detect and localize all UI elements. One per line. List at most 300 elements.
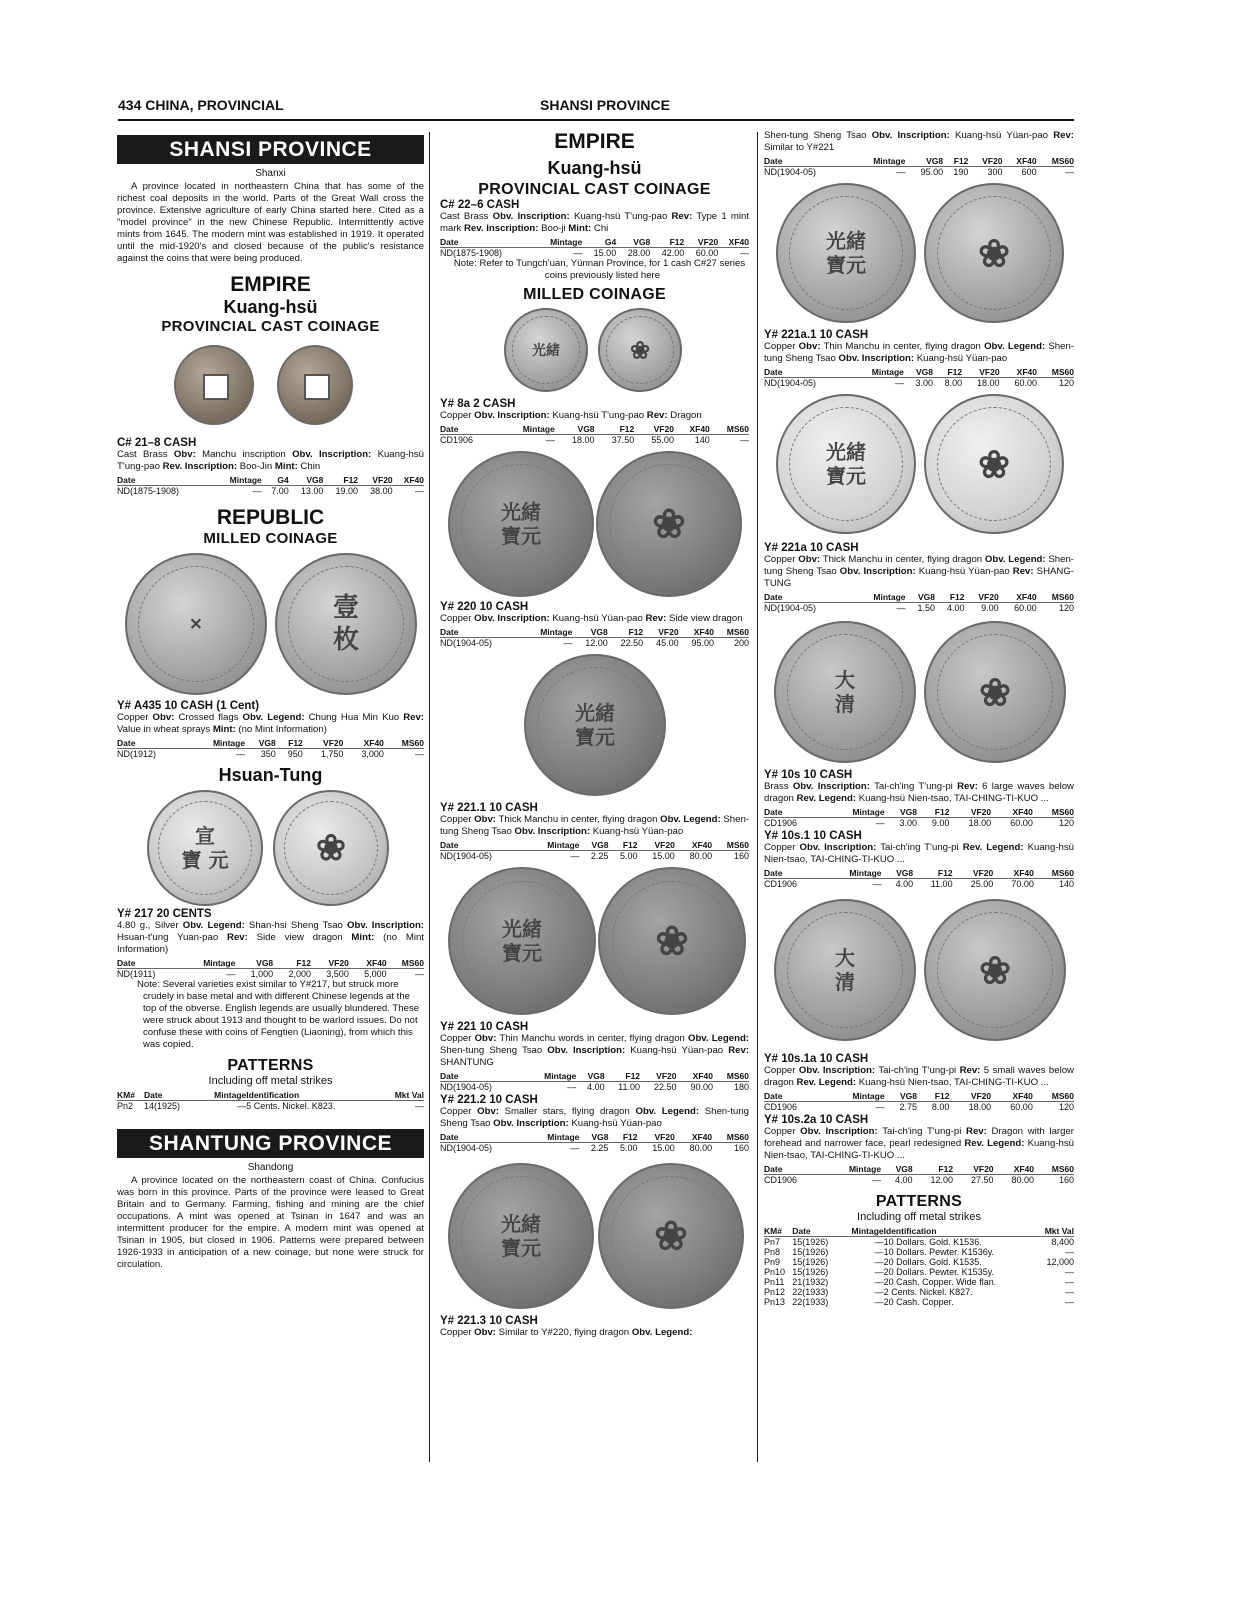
page-number-title: 434 CHINA, PROVINCIAL <box>118 97 284 113</box>
table-row <box>440 248 749 259</box>
table-header-cell: Date <box>440 1071 459 1081</box>
table-cell: 12.00 <box>585 638 608 648</box>
table-row <box>440 1143 749 1154</box>
text-span: 清 <box>835 970 855 994</box>
coin-obverse-image <box>774 621 916 763</box>
table-cell: — <box>1065 1277 1074 1287</box>
text-span: Obv. Inscription: <box>792 781 870 792</box>
table-cell: 140 <box>1058 879 1074 889</box>
text-span: Thin Manchu words in center, flying dragon <box>496 1033 688 1044</box>
text-span: Chin <box>297 461 321 472</box>
text-span: Obv. Inscription: <box>347 920 425 931</box>
table-header-cell: Date <box>764 1091 783 1101</box>
coin-inscription: ❀ <box>979 669 1011 715</box>
table-header-cell: VG8 <box>900 807 918 817</box>
table-row <box>117 475 424 486</box>
table-row <box>440 638 749 649</box>
text-span: Thin Manchu in center, flying dragon <box>820 341 985 352</box>
text-span: Similar to Y#221 <box>764 142 835 153</box>
text-span: Copper <box>440 1033 475 1044</box>
table-cell: 5.00 <box>619 851 638 861</box>
text-span: Brass <box>764 781 793 792</box>
coin-entry-title: Y# 8a 2 CASH <box>440 398 516 410</box>
table-cell: — <box>570 1143 580 1153</box>
table-row <box>764 879 1074 890</box>
table-cell: ND(1912) <box>117 749 157 759</box>
coin-images <box>117 788 424 908</box>
table-cell: 22(1933) <box>792 1287 829 1297</box>
coin-obverse-image <box>448 451 594 597</box>
table-row <box>117 969 424 980</box>
table-cell: — <box>573 248 583 258</box>
text-span: Kuang-hsü Yüan-pao <box>949 130 1054 141</box>
table-cell: 3,000 <box>361 749 384 759</box>
table-cell: 60.00 <box>1010 818 1033 828</box>
table-header-cell: XF40 <box>363 738 384 748</box>
intro-text: A province located in northeastern China that has some of the richest coal deposits in the world. Parts of the Great Wall cross the province. Extensive agriculture of early China started here. Cited as a "model province" in the new Chinese Republic. Intermittently active mints from 1645. The modern mint was established in 1919. It operated until the mid-1920's and closed because of the public's resistance against the coins that were being produced. <box>117 181 424 264</box>
table-cell: 45.00 <box>656 638 679 648</box>
table-header-cell: XF40 <box>691 1132 713 1142</box>
table-cell: 10 Dollars. Gold. K1536. <box>883 1237 982 1247</box>
table-cell: ND(1904-05) <box>440 1143 493 1153</box>
text-span: Shen-tung Sheng Tsao <box>440 1045 548 1056</box>
text-span: Rev: <box>645 613 667 624</box>
table-row <box>117 749 424 760</box>
table-row <box>764 167 1074 178</box>
text-span: Obv. Legend: <box>182 920 245 931</box>
text-span: Obv. Legend: <box>242 712 305 723</box>
table-row <box>764 1277 1074 1287</box>
table-row <box>764 1237 1074 1248</box>
coin-reverse-image <box>273 790 389 906</box>
table-cell: 11.00 <box>618 1082 641 1092</box>
value-table <box>440 237 749 258</box>
text-span: Shen-tung Sheng Tsao <box>440 1106 749 1129</box>
text-span: Rev: <box>959 1065 981 1076</box>
table-header-cell: Mintage <box>203 958 236 968</box>
table-header-cell: Mintage <box>547 1132 580 1142</box>
table-header-cell: MS60 <box>1051 156 1074 166</box>
text-span: Obv. Inscription: <box>474 613 550 624</box>
coin-reverse-image <box>924 899 1066 1041</box>
table-cell: ND(1904-05) <box>440 1082 493 1092</box>
coin-inscription <box>526 701 664 749</box>
table-cell: — <box>874 1267 884 1277</box>
table-header-cell: VG8 <box>896 868 914 878</box>
text-span: Obv. Legend: <box>660 814 721 825</box>
running-head: SHANSI PROVINCE <box>540 97 670 113</box>
coin-reverse-image <box>277 345 353 425</box>
table-cell: ND(1911) <box>117 969 156 979</box>
table-header-cell: VG8 <box>915 367 933 377</box>
coin-images <box>440 1157 749 1315</box>
text-span: Rev: <box>1053 130 1074 141</box>
table-header-cell: MS60 <box>401 738 424 748</box>
coin-reverse-image <box>924 394 1064 534</box>
table-row <box>440 237 749 248</box>
patterns-table <box>117 1090 424 1111</box>
table-cell: 15(1926) <box>792 1257 829 1267</box>
table-row <box>117 1090 424 1101</box>
table-header-cell: Mintage <box>852 807 885 817</box>
coin-description <box>440 814 749 838</box>
value-table <box>440 424 749 445</box>
coin-inscription: ❀ <box>655 917 689 965</box>
heading-ruler: Hsuan-Tung <box>218 765 323 785</box>
text-span: 元 <box>595 725 615 749</box>
text-span: Rev. Inscription: <box>162 461 238 472</box>
table-header-cell: Mkt Val <box>1035 1226 1074 1237</box>
text-span: 寶 <box>575 725 595 749</box>
table-header-cell: VF20 <box>697 237 719 247</box>
text-span: 5 small waves below dragon <box>764 1065 1074 1088</box>
table-cell: — <box>1065 1247 1074 1257</box>
text-span: Boo-ji <box>538 223 569 234</box>
table-cell: 95.00 <box>920 167 944 177</box>
text-span: 寶 <box>501 1236 521 1260</box>
table-cell: 4.00 <box>895 1175 913 1185</box>
table-cell: 120 <box>1058 603 1074 613</box>
table-header-cell: MS60 <box>726 424 749 434</box>
table-header-cell: MS60 <box>726 840 749 850</box>
table-cell: — <box>1065 1267 1074 1277</box>
table-cell: 5 Cents. Nickel. K823. <box>246 1101 336 1111</box>
table-cell: 15(1926) <box>792 1267 829 1277</box>
table-cell: 950 <box>287 749 303 759</box>
text-span: Rev: <box>728 1045 749 1056</box>
table-header-cell: Mintage <box>198 1090 246 1101</box>
table-cell: Pn13 <box>764 1297 786 1307</box>
table-header-cell: VG8 <box>577 424 595 434</box>
text-span: Hsuan-t'ung Yuan-pao <box>117 932 228 943</box>
table-cell: — <box>874 1257 884 1267</box>
text-span: Thick Manchu in center, flying dragon <box>496 814 661 825</box>
table-cell: 60.00 <box>1010 1102 1033 1112</box>
text-span: Obv: <box>798 554 821 565</box>
table-header-cell: F12 <box>622 840 638 850</box>
table-header-cell: XF40 <box>1013 868 1034 878</box>
value-table <box>117 738 424 759</box>
table-cell: 1,750 <box>320 749 344 759</box>
table-cell: 2.25 <box>590 851 609 861</box>
table-header-cell: Date <box>440 1132 459 1142</box>
text-span: 元 <box>208 848 229 872</box>
table-cell: 180 <box>733 1082 749 1092</box>
heading-patterns: PATTERNS <box>875 1193 963 1210</box>
text-span: 寶 <box>502 941 522 965</box>
coin-entry-title: Y# 220 10 CASH <box>440 601 529 613</box>
coin-inscription <box>450 1212 592 1260</box>
heading-empire: EMPIRE <box>230 273 311 296</box>
coin-description <box>764 781 1074 805</box>
coin-description <box>440 1033 749 1069</box>
value-table <box>764 1164 1074 1185</box>
table-cell: 190 <box>953 167 969 177</box>
coin-note: Note: Several varieties exist similar to Y#217, but struck more crudely in base metal and with different Chinese legends at the top of the obverse. English legends are usually blundered. These were struck about 1913 and thought to be warlord issues. Do not confuse these with coins of Fengtien (Liaoning), from which this was copied. <box>137 979 420 1050</box>
table-cell: — <box>740 435 749 445</box>
table-cell: 15(1926) <box>792 1237 829 1247</box>
value-table <box>117 958 424 979</box>
section-banner-shansi: SHANSI PROVINCE <box>117 135 424 164</box>
table-cell: — <box>875 818 885 828</box>
coin-entry-title: Y# 221 10 CASH <box>440 1021 529 1033</box>
value-table <box>440 1071 749 1092</box>
heading-milled: MILLED COINAGE <box>203 530 338 547</box>
text-span: 壹 <box>332 593 359 623</box>
table-header-cell: XF40 <box>366 958 387 968</box>
table-header-cell: F12 <box>619 424 635 434</box>
coin-entry-title: Y# 10s 10 CASH <box>764 769 853 781</box>
table-header-cell: XF40 <box>1016 156 1037 166</box>
coin-inscription <box>450 500 592 548</box>
text-span: Mint: <box>212 724 236 735</box>
table-cell: 5,000 <box>364 969 387 979</box>
table-cell: 18.00 <box>968 1102 992 1112</box>
table-cell: 28.00 <box>627 248 651 258</box>
table-row <box>764 367 1074 378</box>
table-header-cell: VF20 <box>973 1164 994 1174</box>
table-header-cell: VF20 <box>328 958 349 968</box>
text-span: Rev: <box>966 1126 987 1137</box>
table-header-cell: F12 <box>937 868 953 878</box>
value-table <box>764 807 1074 828</box>
coin-obverse-image <box>448 867 596 1015</box>
text-span: Obv. Inscription: <box>474 410 550 421</box>
text-span: Chi <box>591 223 609 234</box>
table-header-cell: VF20 <box>323 738 344 748</box>
heading-patterns: PATTERNS <box>227 1057 314 1074</box>
table-cell: 3.00 <box>915 378 933 388</box>
text-span: Dragon with larger forehead and narrower face, pearl redesigned <box>764 1126 1074 1149</box>
text-span: Obv: <box>152 712 175 723</box>
text-span: Rev. Legend: <box>962 842 1024 853</box>
patterns-subtitle: Including off metal strikes <box>857 1211 981 1223</box>
text-span: Obv. Legend: <box>635 1106 700 1117</box>
table-header-cell: Mintage <box>229 475 262 485</box>
table-cell: ND(1904-05) <box>764 167 817 177</box>
table-header-cell: F12 <box>953 156 969 166</box>
coin-obverse-image <box>774 899 916 1041</box>
text-span: Rev: <box>227 932 248 943</box>
text-span: Kuang-hsü Nien-tsao, TAI-CHING-TI-KUO ... <box>764 1138 1074 1161</box>
table-header-cell: Mintage <box>849 868 882 878</box>
table-cell: 18.00 <box>968 818 992 828</box>
text-span: 寶 <box>826 253 846 277</box>
table-cell: 80.00 <box>1011 1175 1035 1185</box>
table-cell: 120 <box>1058 818 1074 828</box>
coin-entry-title: C# 22–6 CASH <box>440 199 520 211</box>
table-cell: ND(1875-1908) <box>117 486 180 496</box>
table-cell: 15.00 <box>652 851 675 861</box>
value-table <box>440 840 749 861</box>
text-span: Obv. Inscription: <box>838 353 915 364</box>
table-row <box>117 738 424 749</box>
table-cell: — <box>1065 1287 1074 1297</box>
patterns-subtitle: Including off metal strikes <box>208 1075 333 1087</box>
text-span: 大 <box>835 946 855 970</box>
table-row <box>440 435 749 446</box>
text-span: Obv. Inscription: <box>799 842 877 853</box>
patterns-table <box>764 1226 1074 1307</box>
text-span: Smaller stars, flying dragon <box>498 1106 636 1117</box>
coin-images <box>117 341 424 437</box>
text-span: Value in wheat sprays <box>117 724 213 735</box>
table-cell: 22(1933) <box>792 1297 829 1307</box>
coin-inscription: ❀ <box>979 947 1011 993</box>
coin-inscription <box>778 440 914 488</box>
table-header-cell: F12 <box>625 1071 641 1081</box>
table-cell: — <box>875 1102 885 1112</box>
table-header-cell: F12 <box>628 627 644 637</box>
table-header-cell: Date <box>440 627 459 637</box>
table-row <box>764 1164 1074 1175</box>
table-header-cell: XF40 <box>692 1071 713 1081</box>
coin-images <box>440 306 749 394</box>
text-span: Rev. Legend: <box>964 1138 1025 1149</box>
table-header-cell: Date <box>792 1226 840 1237</box>
text-span: Crossed flags <box>174 712 243 723</box>
text-span: 元 <box>846 253 866 277</box>
table-cell: Pn2 <box>117 1101 134 1111</box>
table-header-cell: Mintage <box>871 367 904 377</box>
text-span: Obv: <box>173 449 196 460</box>
coin-entry-title: Y# 10s.1a 10 CASH <box>764 1053 869 1065</box>
table-cell: — <box>236 749 246 759</box>
table-row <box>764 1287 1074 1297</box>
table-cell: CD1906 <box>440 435 474 445</box>
table-row <box>764 1226 1074 1237</box>
text-span: Rev: <box>671 211 693 222</box>
section-banner-shantung: SHANTUNG PROVINCE <box>117 1129 424 1158</box>
table-header-cell: XF40 <box>403 475 424 485</box>
table-cell: ND(1904-05) <box>440 851 493 861</box>
text-span: 光緒 <box>826 440 866 464</box>
coin-images <box>764 181 1074 329</box>
table-row <box>764 807 1074 818</box>
text-span: Obv. Inscription: <box>514 826 591 837</box>
table-cell: — <box>567 1082 577 1092</box>
text-span: Type 1 mint mark <box>440 211 749 234</box>
table-header-cell: XF40 <box>1016 592 1037 602</box>
table-row <box>764 603 1074 614</box>
table-cell: — <box>415 1101 424 1111</box>
table-header-cell: VF20 <box>654 840 675 850</box>
text-span: 4.80 g., Silver <box>117 920 183 931</box>
coin-entry-title: Y# 10s.2a 10 CASH <box>764 1114 869 1126</box>
table-header-cell: Mintage <box>212 738 246 748</box>
table-cell: — <box>237 1101 247 1111</box>
table-cell: — <box>874 1247 884 1257</box>
coin-inscription <box>149 824 261 872</box>
text-span: 元 <box>521 524 541 548</box>
table-header-cell: VG8 <box>926 156 944 166</box>
table-cell: 350 <box>260 749 276 759</box>
coin-images <box>764 617 1074 769</box>
text-span: 光緒 <box>575 701 615 725</box>
coin-entry-title: Y# 217 20 CENTS <box>117 908 212 920</box>
table-row <box>440 1082 749 1093</box>
text-span: Kuang-hsü Nien-tsao, TAI-CHING-TI-KUO ... <box>856 1077 1049 1088</box>
coin-images <box>440 865 749 1021</box>
table-header-cell: XF40 <box>1013 1164 1035 1174</box>
text-span: Kuang-hsü Yüan-pao <box>915 566 1013 577</box>
coin-reverse-image <box>598 308 682 392</box>
table-cell: 20 Dollars. Pewter. K1535y. <box>883 1267 995 1277</box>
coin-entry-title: Y# 221a 10 CASH <box>764 542 859 554</box>
table-row <box>764 1247 1074 1257</box>
coin-obverse-image <box>524 654 666 796</box>
table-cell: 12,000 <box>1046 1257 1074 1267</box>
text-span: 宣 <box>195 824 215 848</box>
coin-entry-title: Y# 221a.1 10 CASH <box>764 329 869 341</box>
coin-description <box>764 554 1074 590</box>
text-span: Mint: <box>351 932 375 943</box>
value-table <box>764 1091 1074 1112</box>
table-cell: 15(1926) <box>792 1247 829 1257</box>
coin-inscription: ❀ <box>315 827 347 869</box>
text-span: (no Mint Information) <box>235 724 327 735</box>
table-cell: 14(1925) <box>143 1101 180 1111</box>
table-header-cell: F12 <box>938 1164 954 1174</box>
table-header-cell: VF20 <box>653 424 674 434</box>
text-span: Shen-tung Sheng Tsao <box>440 814 749 837</box>
text-span: 清 <box>835 692 855 716</box>
text-span: Obv. Inscription: <box>839 566 916 577</box>
coin-obverse-image <box>174 345 254 425</box>
table-cell: 1,000 <box>250 969 274 979</box>
text-span: 寶 <box>501 524 521 548</box>
text-span: Obv. Inscription: <box>493 1118 569 1129</box>
text-span: Obv. Legend: <box>631 1327 693 1338</box>
table-cell: — <box>545 435 555 445</box>
coin-reverse-image <box>598 867 746 1015</box>
table-header-cell: F12 <box>934 807 950 817</box>
table-row <box>440 840 749 851</box>
table-header-cell: MS60 <box>1051 1091 1074 1101</box>
coin-reverse-image <box>924 183 1064 323</box>
coin-reverse-image <box>596 451 742 597</box>
coin-description <box>764 130 1074 154</box>
coin-images <box>764 893 1074 1053</box>
table-cell: 22.50 <box>653 1082 677 1092</box>
table-header-cell: Date <box>117 958 136 968</box>
table-row <box>764 378 1074 389</box>
table-row <box>764 1091 1074 1102</box>
text-span: 光緒 <box>826 229 866 253</box>
table-header-cell: Date <box>764 868 783 878</box>
text-span: 枚 <box>332 625 359 655</box>
coin-inscription: ❀ <box>629 335 651 365</box>
table-row <box>764 868 1074 879</box>
text-span: Kuang-hsü T'ung-pao <box>569 211 672 222</box>
coin-description <box>440 410 749 422</box>
table-header-cell: VF20 <box>372 475 393 485</box>
text-span: Kuang-hsü Yüan-pao <box>590 826 684 837</box>
table-header-cell: VF20 <box>979 367 1000 377</box>
table-header-cell: F12 <box>343 475 359 485</box>
table-header-cell: VF20 <box>970 1091 992 1101</box>
table-header-cell: MS60 <box>726 627 749 637</box>
value-table <box>117 475 424 496</box>
coin-inscription <box>450 917 594 965</box>
coin-note: Note: Refer to Tungch'uan, Yünnan Province, for 1 cash C#27 series coins previously listed here <box>453 258 746 281</box>
table-cell: 20 Dollars. Gold. K1535. <box>883 1257 982 1267</box>
table-cell: Pn11 <box>764 1277 785 1287</box>
text-span: Rev. Legend: <box>796 793 857 804</box>
text-span: Rev. Legend: <box>796 1077 857 1088</box>
value-table <box>440 627 749 648</box>
coin-obverse-image <box>147 790 263 906</box>
